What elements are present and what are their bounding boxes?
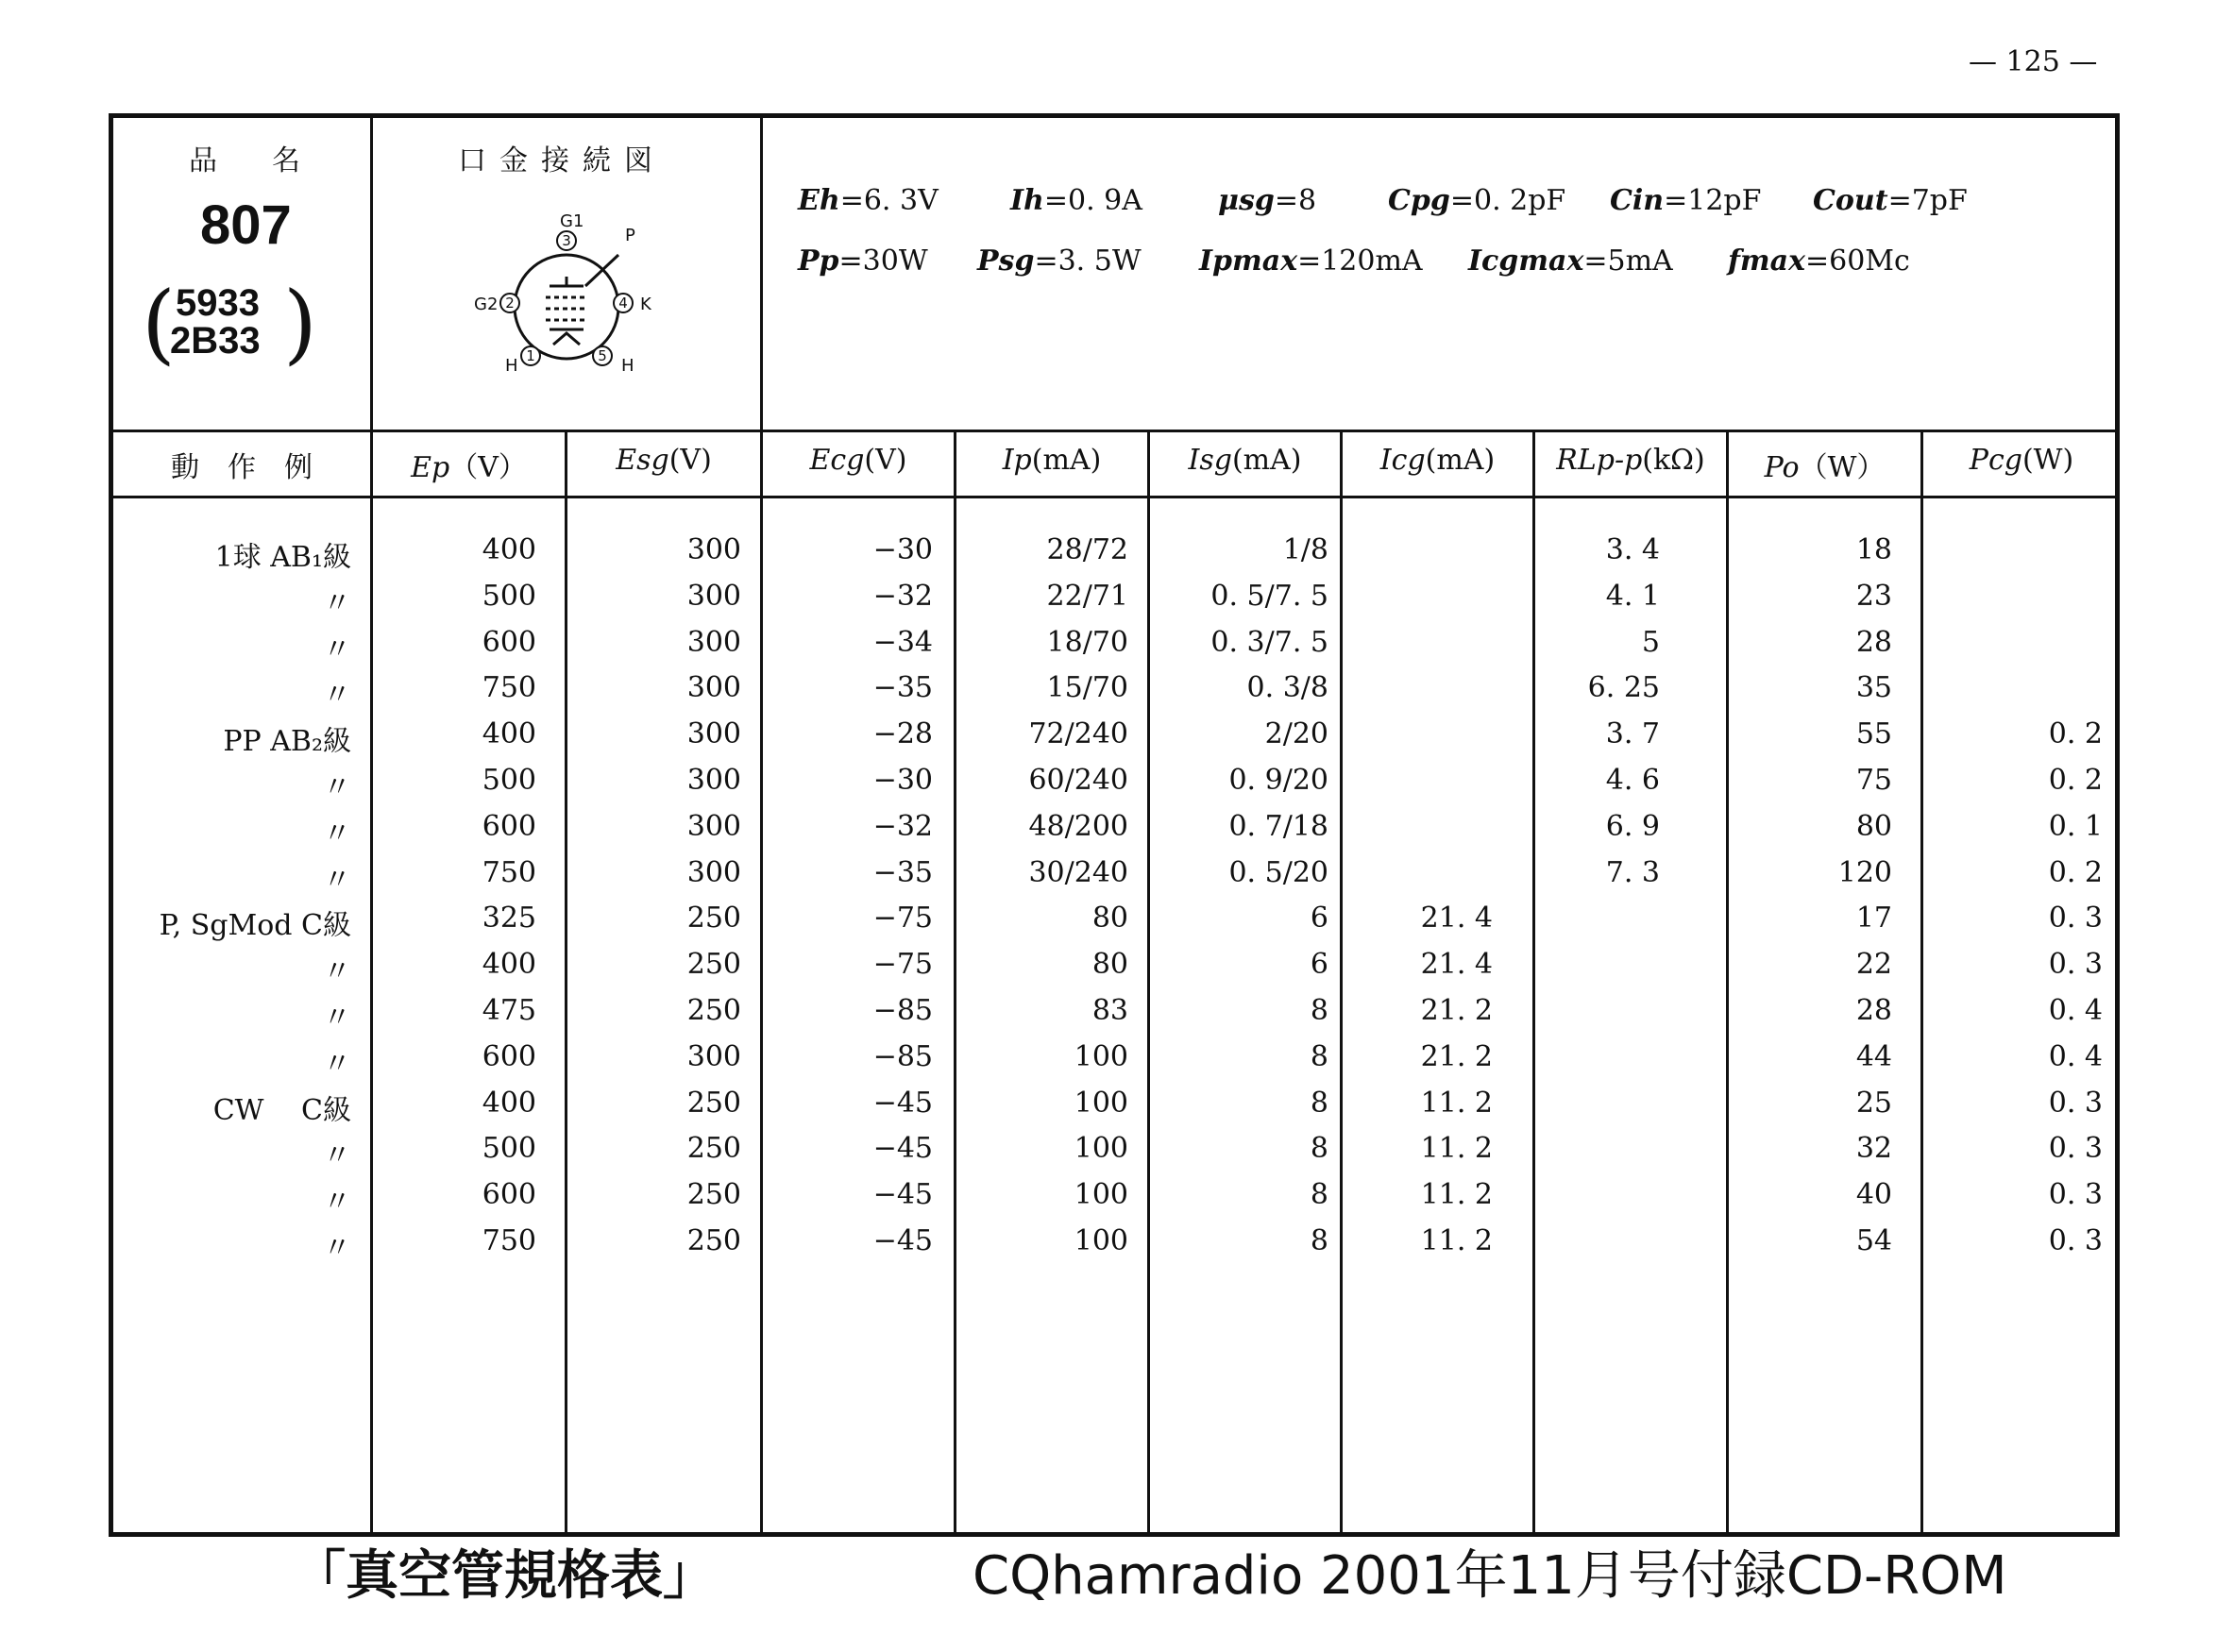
cell-pcg: 0. 2 bbox=[2048, 855, 2103, 889]
cell-mode: 〃 bbox=[323, 863, 351, 897]
column-unit: (mA) bbox=[1031, 444, 1102, 477]
cell-icg: 21. 2 bbox=[1420, 1039, 1493, 1073]
cell-ip: 48/200 bbox=[1028, 809, 1128, 843]
cell-ip: 83 bbox=[1091, 994, 1128, 1027]
column-header-ip bbox=[956, 444, 1147, 477]
cell-ep: 750 bbox=[482, 855, 536, 889]
spec-symbol: Cin bbox=[1610, 184, 1665, 217]
spec-symbol: Cout bbox=[1813, 184, 1888, 217]
cell-icg: 21. 4 bbox=[1420, 948, 1493, 982]
spec-r1-4 bbox=[1610, 184, 1761, 217]
cell-pcg: 0. 3 bbox=[2048, 1132, 2103, 1166]
cell-pcg: 0. 3 bbox=[2048, 902, 2103, 936]
cell-ip: 80 bbox=[1091, 902, 1128, 936]
cell-mode: 〃 bbox=[323, 632, 351, 666]
cell-po: 75 bbox=[1855, 764, 1892, 797]
cell-pcg: 0. 3 bbox=[2048, 1224, 2103, 1257]
cell-po: 23 bbox=[1855, 579, 1892, 613]
cell-po: 54 bbox=[1855, 1224, 1892, 1257]
cell-icg: 21. 4 bbox=[1420, 902, 1493, 936]
base-diagram-label: 口金接続図 bbox=[458, 144, 666, 177]
cell-isg: 6 bbox=[1310, 948, 1328, 982]
spec-value: =3. 5W bbox=[1034, 244, 1142, 278]
cell-isg: 0. 5/7. 5 bbox=[1210, 579, 1328, 613]
cell-ecg: −32 bbox=[872, 809, 933, 843]
column-unit: (V) bbox=[668, 444, 712, 477]
cell-ip: 30/240 bbox=[1028, 855, 1128, 889]
cell-ip: 18/70 bbox=[1046, 625, 1128, 659]
cell-ecg: −34 bbox=[872, 625, 933, 659]
equivalent-2: 2B33 bbox=[170, 320, 261, 362]
column-unit: （V） bbox=[449, 451, 527, 484]
cell-ip: 28/72 bbox=[1046, 533, 1128, 566]
cell-mode: PP AB₂級 bbox=[223, 725, 351, 759]
spec-r2-0 bbox=[798, 244, 928, 278]
cell-ep: 325 bbox=[482, 902, 536, 936]
cell-ip: 80 bbox=[1091, 948, 1128, 982]
pin-label-g2: G2 bbox=[474, 295, 499, 314]
cell-ip: 22/71 bbox=[1046, 579, 1128, 613]
cell-ep: 400 bbox=[482, 948, 536, 982]
page-number: — 125 — bbox=[1969, 45, 2098, 78]
column-symbol: RLp-p bbox=[1556, 444, 1643, 477]
cell-isg: 8 bbox=[1310, 1086, 1328, 1120]
cell-pcg: 0. 4 bbox=[2048, 1039, 2103, 1073]
spec-symbol: Ih bbox=[1010, 184, 1044, 217]
cell-rl: 6. 9 bbox=[1605, 809, 1660, 843]
cell-ecg: −45 bbox=[872, 1086, 933, 1120]
cell-po: 44 bbox=[1855, 1039, 1892, 1073]
cell-ecg: −35 bbox=[872, 855, 933, 889]
spec-r1-2 bbox=[1218, 184, 1316, 217]
spec-r2-1 bbox=[977, 244, 1142, 278]
equivalents-group bbox=[142, 273, 330, 374]
column-unit: (mA) bbox=[1425, 444, 1496, 477]
cell-esg: 250 bbox=[686, 948, 741, 982]
column-unit: (V) bbox=[864, 444, 907, 477]
cell-ecg: −30 bbox=[872, 764, 933, 797]
column-header-rl bbox=[1535, 444, 1726, 477]
cell-ep: 500 bbox=[482, 579, 536, 613]
cell-mode: 〃 bbox=[323, 771, 351, 804]
cell-isg: 2/20 bbox=[1264, 717, 1328, 751]
cell-ecg: −75 bbox=[872, 948, 933, 982]
column-symbol: Esg bbox=[616, 444, 669, 477]
cell-ecg: −45 bbox=[872, 1178, 933, 1212]
cell-esg: 300 bbox=[686, 625, 741, 659]
column-header-pcg bbox=[1923, 444, 2120, 477]
tube-name: 807 bbox=[200, 194, 292, 256]
cell-isg: 1/8 bbox=[1282, 533, 1328, 566]
column-symbol: Po bbox=[1764, 451, 1800, 484]
spec-value: =5mA bbox=[1583, 244, 1673, 278]
cell-ip: 100 bbox=[1074, 1178, 1128, 1212]
cell-ecg: −32 bbox=[872, 579, 933, 613]
spec-r2-2 bbox=[1199, 244, 1423, 278]
pin-label-g1: G1 bbox=[560, 211, 584, 231]
cell-rl: 6. 25 bbox=[1587, 671, 1660, 705]
spec-value: =0. 9A bbox=[1043, 184, 1142, 217]
spec-symbol: fmax bbox=[1728, 244, 1805, 278]
cell-ep: 475 bbox=[482, 994, 536, 1027]
cell-ep: 400 bbox=[482, 1086, 536, 1120]
cell-isg: 8 bbox=[1310, 1132, 1328, 1166]
cell-isg: 0. 7/18 bbox=[1228, 809, 1328, 843]
cell-ip: 60/240 bbox=[1028, 764, 1128, 797]
header-hline bbox=[113, 430, 2120, 432]
column-header-hline bbox=[113, 496, 2120, 498]
cell-rl: 7. 3 bbox=[1605, 855, 1660, 889]
cell-pcg: 0. 3 bbox=[2048, 1086, 2103, 1120]
cell-ep: 600 bbox=[482, 625, 536, 659]
cell-mode: P, SgMod C級 bbox=[159, 909, 351, 943]
cell-esg: 300 bbox=[686, 579, 741, 613]
paren-right: ) bbox=[283, 273, 317, 374]
cell-pcg: 0. 3 bbox=[2048, 1178, 2103, 1212]
column-symbol: Ip bbox=[1002, 444, 1032, 477]
cell-icg: 11. 2 bbox=[1420, 1178, 1493, 1212]
cell-ep: 600 bbox=[482, 809, 536, 843]
pin-number-4: 4 bbox=[618, 295, 628, 312]
cell-pcg: 0. 2 bbox=[2048, 717, 2103, 751]
spec-value: =7pF bbox=[1887, 184, 1968, 217]
column-unit: (kΩ) bbox=[1642, 444, 1705, 477]
cell-ep: 750 bbox=[482, 1224, 536, 1257]
spec-r2-4 bbox=[1728, 244, 1910, 278]
spec-value: =12pF bbox=[1664, 184, 1762, 217]
spec-value: =30W bbox=[838, 244, 928, 278]
tube-electrodes bbox=[546, 255, 618, 345]
cell-isg: 0. 3/8 bbox=[1246, 671, 1328, 705]
spec-value: =60Mc bbox=[1804, 244, 1910, 278]
pin-label-h2: H bbox=[621, 356, 634, 376]
cell-icg: 11. 2 bbox=[1420, 1086, 1493, 1120]
cell-isg: 8 bbox=[1310, 1039, 1328, 1073]
column-symbol: Ep bbox=[411, 451, 450, 484]
column-unit: (W) bbox=[2022, 444, 2074, 477]
cell-isg: 0. 3/7. 5 bbox=[1210, 625, 1328, 659]
cell-po: 25 bbox=[1855, 1086, 1892, 1120]
cell-mode: 〃 bbox=[323, 817, 351, 851]
cell-ep: 500 bbox=[482, 1132, 536, 1166]
spec-r1-5 bbox=[1813, 184, 1968, 217]
cell-po: 28 bbox=[1855, 625, 1892, 659]
base-diagram bbox=[453, 203, 793, 401]
cell-esg: 300 bbox=[686, 533, 741, 566]
cell-rl: 5 bbox=[1641, 625, 1660, 659]
cell-po: 32 bbox=[1855, 1132, 1892, 1166]
cell-pcg: 0. 3 bbox=[2048, 948, 2103, 982]
spec-r1-0 bbox=[798, 184, 939, 217]
cell-ecg: −85 bbox=[872, 994, 933, 1027]
cell-ecg: −75 bbox=[872, 902, 933, 936]
cell-po: 18 bbox=[1855, 533, 1892, 566]
paren-left: ( bbox=[142, 273, 176, 374]
cell-isg: 8 bbox=[1310, 1178, 1328, 1212]
column-header-ep bbox=[373, 444, 565, 485]
cell-mode: 〃 bbox=[323, 1002, 351, 1035]
cell-esg: 300 bbox=[686, 717, 741, 751]
cell-po: 17 bbox=[1855, 902, 1892, 936]
cell-mode: 〃 bbox=[323, 586, 351, 620]
column-symbol: Icg bbox=[1379, 444, 1426, 477]
cell-mode: 〃 bbox=[323, 1186, 351, 1220]
cell-po: 22 bbox=[1855, 948, 1892, 982]
cell-icg: 11. 2 bbox=[1420, 1132, 1493, 1166]
cell-ep: 750 bbox=[482, 671, 536, 705]
cell-mode: 〃 bbox=[323, 955, 351, 989]
spec-value: =0. 2pF bbox=[1449, 184, 1566, 217]
cell-ip: 15/70 bbox=[1046, 671, 1128, 705]
pin-number-2: 2 bbox=[505, 295, 515, 312]
cell-po: 28 bbox=[1855, 994, 1892, 1027]
cell-ep: 400 bbox=[482, 533, 536, 566]
cell-esg: 300 bbox=[686, 671, 741, 705]
cell-mode: 〃 bbox=[323, 1047, 351, 1081]
column-symbol: Ecg bbox=[809, 444, 865, 477]
cell-pcg: 0. 4 bbox=[2048, 994, 2103, 1027]
col-vline-pcg bbox=[1920, 430, 1923, 1537]
cell-esg: 300 bbox=[686, 764, 741, 797]
cell-icg: 11. 2 bbox=[1420, 1224, 1493, 1257]
spec-r1-3 bbox=[1388, 184, 1565, 217]
cell-esg: 300 bbox=[686, 1039, 741, 1073]
column-header-icg bbox=[1343, 444, 1532, 477]
spec-r1-1 bbox=[1010, 184, 1142, 217]
cell-ip: 100 bbox=[1074, 1086, 1128, 1120]
spec-value: =8 bbox=[1274, 184, 1317, 217]
column-symbol: Isg bbox=[1188, 444, 1232, 477]
pin-label-k: K bbox=[640, 295, 651, 314]
cell-ecg: −28 bbox=[872, 717, 933, 751]
cell-esg: 250 bbox=[686, 1086, 741, 1120]
cell-esg: 300 bbox=[686, 855, 741, 889]
spec-symbol: Ipmax bbox=[1199, 244, 1298, 278]
col-vline-icg bbox=[1340, 430, 1343, 1537]
cell-mode: 1球 AB₁級 bbox=[214, 541, 351, 574]
cell-po: 35 bbox=[1855, 671, 1892, 705]
cell-ip: 72/240 bbox=[1028, 717, 1128, 751]
cell-ep: 600 bbox=[482, 1178, 536, 1212]
cell-po: 80 bbox=[1855, 809, 1892, 843]
cell-rl: 3. 7 bbox=[1605, 717, 1660, 751]
pin-label-p: P bbox=[625, 226, 635, 245]
cell-rl: 4. 1 bbox=[1605, 579, 1660, 613]
cell-ip: 100 bbox=[1074, 1224, 1128, 1257]
cell-mode: 〃 bbox=[323, 1232, 351, 1265]
cell-mode: 〃 bbox=[323, 1139, 351, 1173]
cell-ecg: −45 bbox=[872, 1224, 933, 1257]
footer-source: CQhamradio 2001年11月号付録CD-ROM bbox=[973, 1545, 2007, 1607]
cell-isg: 8 bbox=[1310, 994, 1328, 1027]
column-header-ecg bbox=[763, 444, 954, 477]
cell-ip: 100 bbox=[1074, 1132, 1128, 1166]
cell-po: 55 bbox=[1855, 717, 1892, 751]
cell-rl: 3. 4 bbox=[1605, 533, 1660, 566]
cell-ep: 400 bbox=[482, 717, 536, 751]
product-name-label: 品 名 bbox=[189, 144, 313, 177]
cell-mode: CW C級 bbox=[212, 1093, 351, 1127]
cell-isg: 0. 5/20 bbox=[1228, 855, 1328, 889]
cell-isg: 8 bbox=[1310, 1224, 1328, 1257]
column-header-mode bbox=[113, 444, 370, 485]
cell-pcg: 0. 2 bbox=[2048, 764, 2103, 797]
pin-number-1: 1 bbox=[526, 347, 535, 364]
cell-ecg: −85 bbox=[872, 1039, 933, 1073]
spec-sheet bbox=[109, 113, 2120, 1537]
cell-esg: 250 bbox=[686, 1132, 741, 1166]
cell-rl: 4. 6 bbox=[1605, 764, 1660, 797]
cell-mode: 〃 bbox=[323, 679, 351, 713]
cell-po: 40 bbox=[1855, 1178, 1892, 1212]
cell-ecg: −45 bbox=[872, 1132, 933, 1166]
cell-esg: 250 bbox=[686, 1178, 741, 1212]
cell-esg: 300 bbox=[686, 809, 741, 843]
spec-symbol: Pp bbox=[798, 244, 839, 278]
cell-esg: 250 bbox=[686, 994, 741, 1027]
cell-esg: 250 bbox=[686, 902, 741, 936]
column-header-po bbox=[1729, 444, 1920, 485]
cell-ep: 600 bbox=[482, 1039, 536, 1073]
spec-symbol: μsg bbox=[1218, 184, 1275, 217]
cell-ecg: −35 bbox=[872, 671, 933, 705]
spec-symbol: Psg bbox=[977, 244, 1035, 278]
cell-isg: 6 bbox=[1310, 902, 1328, 936]
cell-po: 120 bbox=[1837, 855, 1892, 889]
pin-number-3: 3 bbox=[562, 232, 571, 249]
equivalent-1: 5933 bbox=[176, 282, 260, 324]
column-symbol: Pcg bbox=[1969, 444, 2022, 477]
footer-title: 「真空管規格表」 bbox=[293, 1545, 716, 1607]
cell-ip: 100 bbox=[1074, 1039, 1128, 1073]
cell-esg: 250 bbox=[686, 1224, 741, 1257]
column-unit: (mA) bbox=[1231, 444, 1302, 477]
column-unit: （W） bbox=[1799, 451, 1886, 484]
cell-pcg: 0. 1 bbox=[2048, 809, 2103, 843]
column-unit: 動 作 例 bbox=[171, 451, 313, 484]
column-header-esg bbox=[567, 444, 760, 477]
spec-symbol: Icgmax bbox=[1468, 244, 1584, 278]
cell-ep: 500 bbox=[482, 764, 536, 797]
cell-isg: 0. 9/20 bbox=[1228, 764, 1328, 797]
cell-ecg: −30 bbox=[872, 533, 933, 566]
spec-symbol: Cpg bbox=[1388, 184, 1450, 217]
pin-number-5: 5 bbox=[598, 347, 607, 364]
spec-value: =6. 3V bbox=[839, 184, 939, 217]
pin-label-h1: H bbox=[505, 356, 518, 376]
spec-value: =120mA bbox=[1297, 244, 1423, 278]
spec-r2-3 bbox=[1468, 244, 1673, 278]
column-header-isg bbox=[1150, 444, 1340, 477]
spec-symbol: Eh bbox=[798, 184, 840, 217]
cell-icg: 21. 2 bbox=[1420, 994, 1493, 1027]
